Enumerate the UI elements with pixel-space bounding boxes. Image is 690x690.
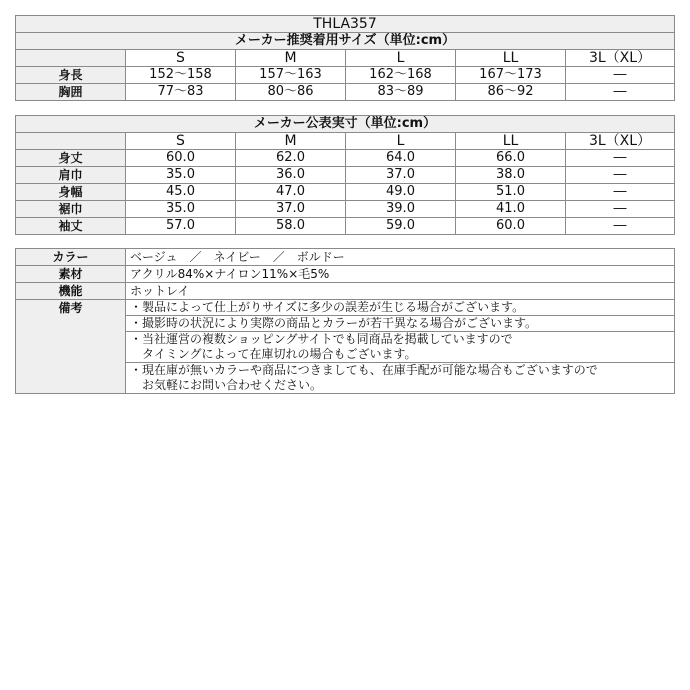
recommended-size-table (15, 15, 675, 101)
table-cell: 62.0 (236, 150, 346, 167)
info-row-function (16, 283, 675, 300)
actual-size-table (15, 115, 675, 235)
table-cell: 57.0 (126, 218, 236, 235)
note-item (126, 332, 674, 363)
table-cell: 162～168 (346, 67, 456, 84)
size-header: S (126, 50, 236, 67)
table-cell: 45.0 (126, 184, 236, 201)
row-label: 裾巾 (16, 201, 126, 218)
table-row (16, 201, 675, 218)
size-header: 3L（XL） (566, 133, 675, 150)
table-row (16, 84, 675, 101)
material-value: アクリル84%×ナイロン11%×毛5% (126, 266, 675, 283)
table-cell: ― (566, 167, 675, 184)
size-header: M (236, 133, 346, 150)
table-cell: 49.0 (346, 184, 456, 201)
table-cell: 157～163 (236, 67, 346, 84)
row-label: 身丈 (16, 150, 126, 167)
table-cell: 66.0 (456, 150, 566, 167)
row-label: 身長 (16, 67, 126, 84)
color-label: カラー (16, 249, 126, 266)
material-label: 素材 (16, 266, 126, 283)
table-cell: ― (566, 67, 675, 84)
note-line: ・当社運営の複数ショッピングサイトでも同商品を掲載していますので (130, 332, 513, 346)
table-row (16, 167, 675, 184)
table-cell: 83～89 (346, 84, 456, 101)
table-cell: 59.0 (346, 218, 456, 235)
table-cell: 37.0 (346, 167, 456, 184)
table-cell: 64.0 (346, 150, 456, 167)
note-item (126, 316, 674, 332)
size-header: 3L（XL） (566, 50, 675, 67)
table-row (16, 67, 675, 84)
table-cell: 80～86 (236, 84, 346, 101)
table-cell: ― (566, 150, 675, 167)
row-label: 肩巾 (16, 167, 126, 184)
note-line: タイミングによって在庫切れの場合もございます。 (130, 347, 417, 361)
note-item (126, 363, 674, 393)
info-row-color (16, 249, 675, 266)
table-row (16, 150, 675, 167)
note-line: お気軽にお問い合わせください。 (130, 378, 323, 392)
size-header-row (16, 133, 675, 150)
row-label: 袖丈 (16, 218, 126, 235)
size-header: LL (456, 133, 566, 150)
table-cell: ― (566, 84, 675, 101)
note-line: ・現在庫が無いカラーや商品につきましても、在庫手配が可能な場合もございますので (130, 363, 598, 377)
size-header-row (16, 50, 675, 67)
table-cell: ― (566, 201, 675, 218)
table-cell: 35.0 (126, 167, 236, 184)
table-row (16, 184, 675, 201)
notes-cell (126, 300, 675, 394)
table-cell: ― (566, 218, 675, 235)
table-cell: 152～158 (126, 67, 236, 84)
note-line: ・撮影時の状況により実際の商品とカラーが若干異なる場合がございます。 (130, 316, 538, 330)
table-cell: ― (566, 184, 675, 201)
size-header: LL (456, 50, 566, 67)
function-label: 機能 (16, 283, 126, 300)
table-cell: 86～92 (456, 84, 566, 101)
note-item (126, 300, 674, 316)
table-cell: 38.0 (456, 167, 566, 184)
table-cell: 167～173 (456, 67, 566, 84)
table-cell: 60.0 (456, 218, 566, 235)
table-cell: 35.0 (126, 201, 236, 218)
color-value: ベージュ ／ ネイビー ／ ボルドー (126, 249, 675, 266)
actual-size-title: メーカー公表実寸（単位:cm） (16, 116, 675, 133)
product-info-table (15, 248, 675, 394)
recommended-size-title: メーカー推奨着用サイズ（単位:cm） (16, 33, 675, 50)
table-cell: 39.0 (346, 201, 456, 218)
table-cell: 41.0 (456, 201, 566, 218)
table-cell: 58.0 (236, 218, 346, 235)
size-header: L (346, 133, 456, 150)
notes-label: 備考 (16, 300, 126, 394)
table-cell: 36.0 (236, 167, 346, 184)
corner-cell (16, 133, 126, 150)
info-row-notes (16, 300, 675, 394)
table-cell: 47.0 (236, 184, 346, 201)
table-cell: 51.0 (456, 184, 566, 201)
table-cell: 60.0 (126, 150, 236, 167)
table-row (16, 218, 675, 235)
row-label: 胸囲 (16, 84, 126, 101)
note-line: ・製品によって仕上がりサイズに多少の誤差が生じる場合がございます。 (130, 300, 525, 314)
table-cell: 77～83 (126, 84, 236, 101)
size-header: M (236, 50, 346, 67)
function-value: ホットレイ (126, 283, 675, 300)
table-cell: 37.0 (236, 201, 346, 218)
product-code: THLA357 (16, 16, 675, 33)
corner-cell (16, 50, 126, 67)
size-header: S (126, 133, 236, 150)
row-label: 身幅 (16, 184, 126, 201)
size-header: L (346, 50, 456, 67)
info-row-material (16, 266, 675, 283)
